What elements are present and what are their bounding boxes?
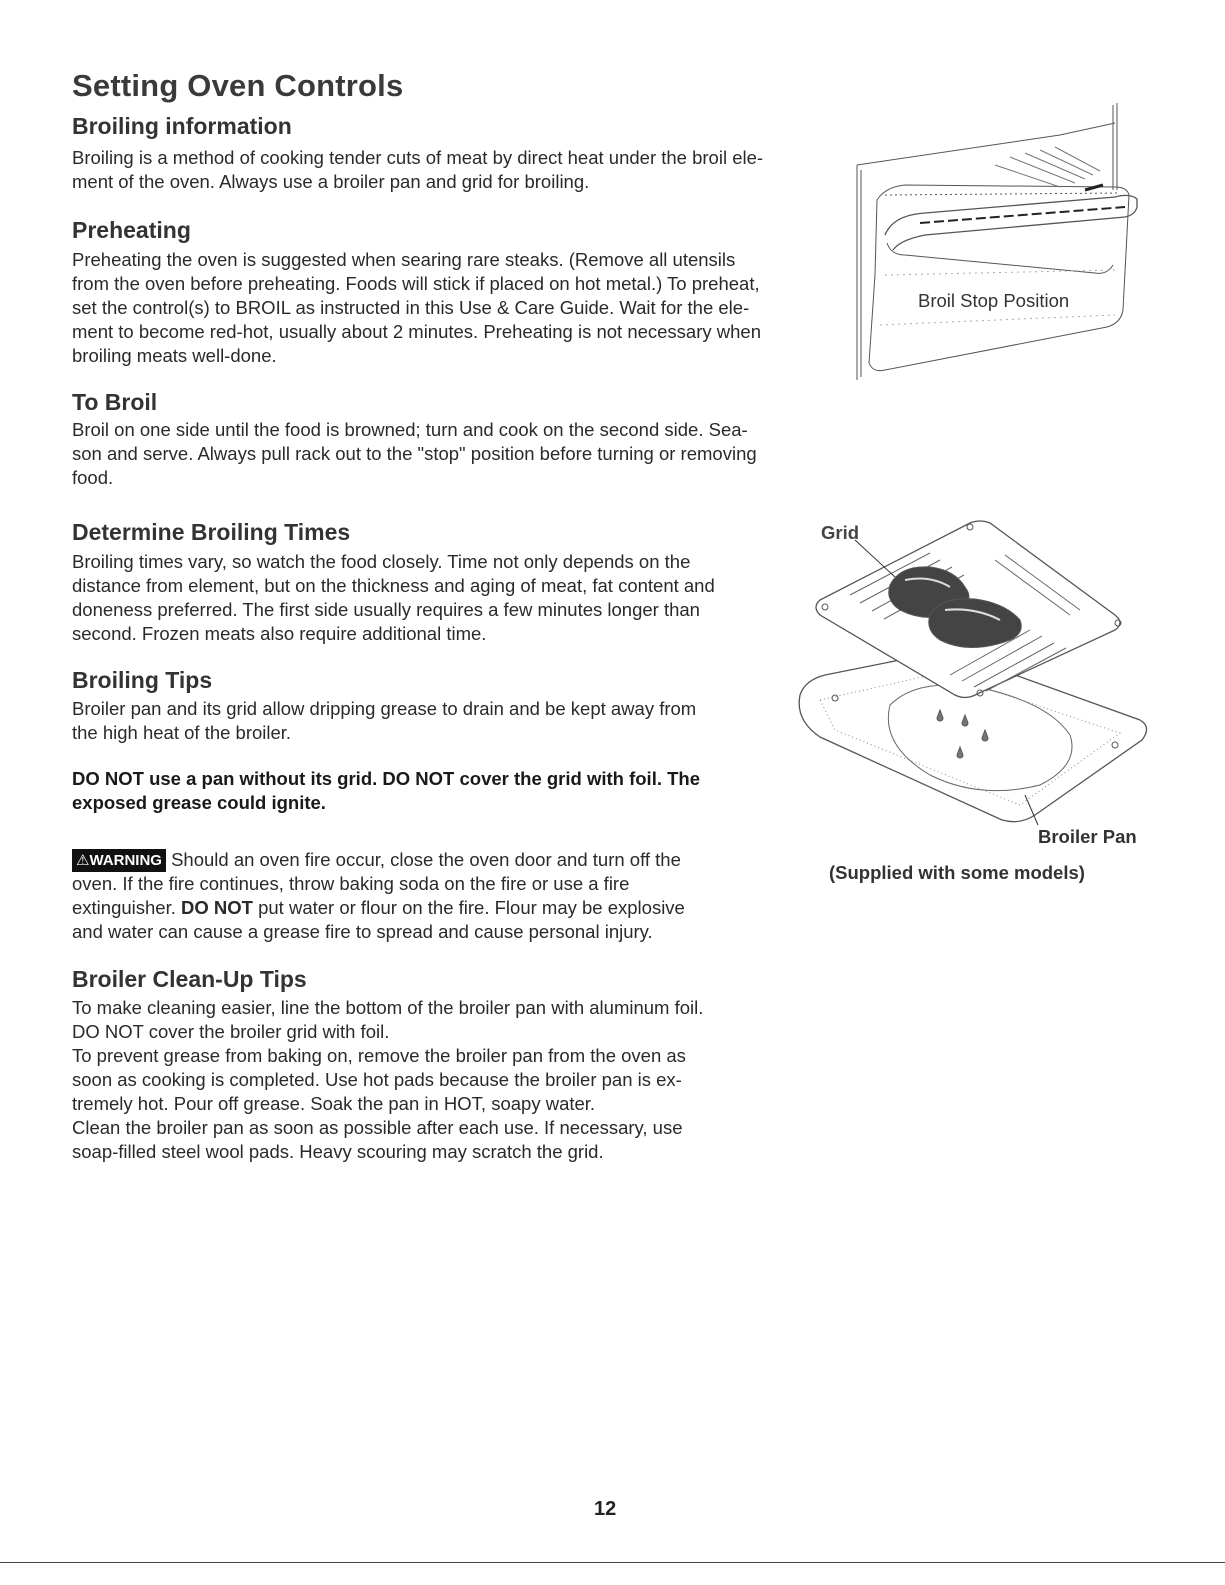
text-line: DO NOT cover the broiler grid with foil. — [72, 1021, 390, 1042]
text-line: To prevent grease from baking on, remove the broiler pan from the oven as — [72, 1045, 686, 1066]
preheating-heading: Preheating — [72, 217, 191, 243]
text-line: Preheating the oven is suggested when searing rare steaks. (Remove all utensils — [72, 249, 736, 270]
text-line: tremely hot. Pour off grease. Soak the pan in HOT, soapy water. — [72, 1093, 596, 1114]
text-line: Clean the broiler pan as soon as possible after each use. If necessary, use — [72, 1117, 683, 1138]
to-broil-body — [72, 418, 757, 490]
to-broil-heading: To Broil — [72, 389, 158, 415]
warning-triangle-icon: ⚠ — [76, 852, 90, 869]
warning-body — [72, 872, 685, 944]
broil-stop-position-label: Broil Stop Position — [918, 290, 1070, 311]
text-line: Broil on one side until the food is browned; turn and cook on the second side. Sea- — [72, 419, 748, 440]
text-line: oven. If the fire continues, throw baking soda on the fire or use a fire — [72, 873, 630, 894]
bottom-rule — [0, 1562, 1225, 1563]
text-line: distance from element, but on the thickness and aging of meat, fat content and — [72, 575, 715, 596]
text-line — [72, 896, 685, 920]
text-line: the high heat of the broiler. — [72, 722, 292, 743]
broiling-info-heading: Broiling information — [72, 113, 292, 139]
broiling-tips-heading: Broiling Tips — [72, 667, 213, 693]
text-line: soap-filled steel wool pads. Heavy scouring may scratch the grid. — [72, 1141, 604, 1162]
page-number: 12 — [594, 1498, 617, 1520]
caution-text — [72, 767, 700, 815]
text-line: Broiler pan and its grid allow dripping grease to drain and be kept away from — [72, 698, 697, 719]
text-line: soon as cooking is completed. Use hot pads because the broiler pan is ex- — [72, 1069, 682, 1090]
broiler-pan-grid-illustration — [780, 515, 1160, 845]
text-line: ment to become red-hot, usually about 2 minutes. Preheating is not necessary when — [72, 321, 761, 342]
oven-rack-illustration — [845, 95, 1160, 385]
determine-times-body — [72, 550, 715, 646]
grid-label: Grid — [821, 522, 860, 543]
warning-line-1 — [72, 848, 681, 872]
broiler-pan-label: Broiler Pan — [1038, 826, 1137, 847]
text-fragment: extinguisher. — [72, 897, 176, 918]
warning-badge-label: WARNING — [89, 852, 162, 869]
cleanup-body — [72, 996, 703, 1164]
text-fragment-bold: DO NOT — [181, 897, 253, 918]
text-line: son and serve. Always pull rack out to the "stop" position before turning or removing — [72, 443, 757, 464]
text-line: doneness preferred. The first side usually requires a few minutes longer than — [72, 599, 700, 620]
broiling-info-body — [72, 146, 763, 194]
text-line: broiling meats well-done. — [72, 345, 277, 366]
text-line: DO NOT use a pan without its grid. DO NOT cover the grid with foil. The — [72, 768, 700, 789]
determine-times-heading: Determine Broiling Times — [72, 519, 351, 545]
text-fragment: put water or flour on the fire. Flour may be explosive — [258, 897, 685, 918]
page-title: Setting Oven Controls — [72, 68, 404, 103]
preheating-body — [72, 248, 761, 368]
text-line: To make cleaning easier, line the bottom of the broiler pan with aluminum foil. — [72, 997, 704, 1018]
text-line: Broiling is a method of cooking tender cuts of meat by direct heat under the broil ele- — [72, 147, 764, 168]
broiling-tips-body — [72, 697, 696, 745]
text-line: from the oven before preheating. Foods will stick if placed on hot metal.) To preheat, — [72, 273, 760, 294]
warning-badge — [72, 849, 166, 872]
text-line: Should an oven fire occur, close the oven door and turn off the — [171, 849, 681, 870]
text-line: second. Frozen meats also require additional time. — [72, 623, 487, 644]
text-line: and water can cause a grease fire to spread and cause personal injury. — [72, 921, 653, 942]
text-line: Broiling times vary, so watch the food closely. Time not only depends on the — [72, 551, 691, 572]
cleanup-heading: Broiler Clean-Up Tips — [72, 966, 307, 992]
text-line: food. — [72, 467, 114, 488]
figure-caption: (Supplied with some models) — [829, 862, 1085, 883]
text-line: exposed grease could ignite. — [72, 792, 326, 813]
text-line: ment of the oven. Always use a broiler pan and grid for broiling. — [72, 171, 590, 192]
text-line: set the control(s) to BROIL as instructed in this Use & Care Guide. Wait for the ele- — [72, 297, 750, 318]
